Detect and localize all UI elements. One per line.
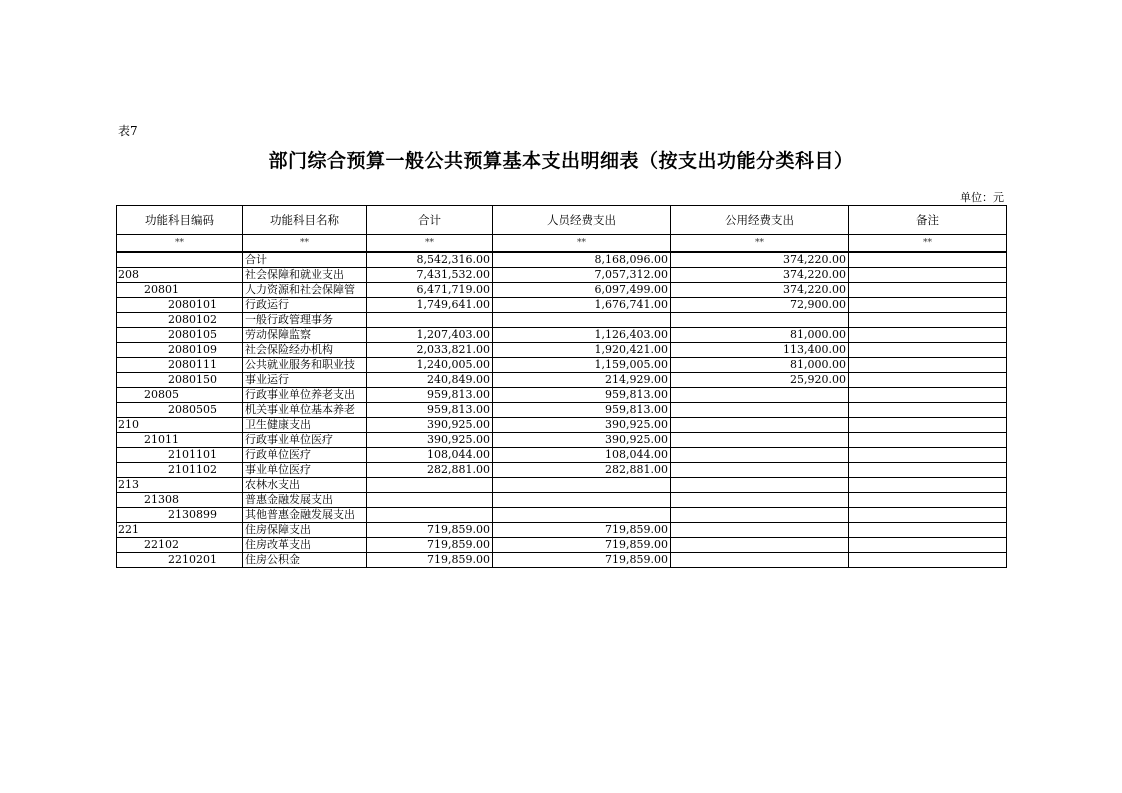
- cell-note: [849, 538, 1007, 553]
- cell-code: 2130899: [117, 508, 243, 523]
- cell-personnel: 719,859.00: [493, 523, 671, 538]
- cell-personnel: [493, 313, 671, 328]
- budget-table: [116, 205, 1007, 568]
- cell-name: 卫生健康支出: [243, 418, 367, 433]
- cell-total: 282,881.00: [367, 463, 493, 478]
- cell-note: [849, 328, 1007, 343]
- cell-code: 2080105: [117, 328, 243, 343]
- cell-personnel: 1,126,403.00: [493, 328, 671, 343]
- table-row: [117, 343, 1007, 358]
- mark-cell: **: [493, 235, 671, 253]
- cell-total: 719,859.00: [367, 523, 493, 538]
- cell-name: 行政单位医疗: [243, 448, 367, 463]
- cell-personnel: 1,159,005.00: [493, 358, 671, 373]
- cell-name: 行政事业单位医疗: [243, 433, 367, 448]
- cell-public: [671, 553, 849, 568]
- cell-note: [849, 418, 1007, 433]
- cell-personnel: 8,168,096.00: [493, 252, 671, 268]
- cell-total: 390,925.00: [367, 433, 493, 448]
- table-row: [117, 403, 1007, 418]
- table-number-label: 表7: [118, 124, 138, 138]
- table-row: [117, 538, 1007, 553]
- cell-public: 25,920.00: [671, 373, 849, 388]
- cell-personnel: 390,925.00: [493, 433, 671, 448]
- cell-public: [671, 433, 849, 448]
- table-row: [117, 373, 1007, 388]
- table-row: [117, 553, 1007, 568]
- table-marks-row: [117, 235, 1007, 253]
- table-row: [117, 313, 1007, 328]
- table-row: [117, 283, 1007, 298]
- cell-name: 人力资源和社会保障管: [243, 283, 367, 298]
- header-name: 功能科目名称: [243, 206, 367, 235]
- table-row: [117, 433, 1007, 448]
- cell-note: [849, 493, 1007, 508]
- cell-note: [849, 252, 1007, 268]
- cell-personnel: 959,813.00: [493, 403, 671, 418]
- cell-total: 8,542,316.00: [367, 252, 493, 268]
- table-row: [117, 523, 1007, 538]
- cell-code: 21308: [117, 493, 243, 508]
- cell-code: 20805: [117, 388, 243, 403]
- cell-total: 959,813.00: [367, 403, 493, 418]
- cell-code: 2080101: [117, 298, 243, 313]
- cell-name: 住房改革支出: [243, 538, 367, 553]
- cell-name: 一般行政管理事务: [243, 313, 367, 328]
- cell-name: 住房保障支出: [243, 523, 367, 538]
- cell-code: 210: [117, 418, 243, 433]
- cell-name: 住房公积金: [243, 553, 367, 568]
- cell-code: 2080109: [117, 343, 243, 358]
- cell-note: [849, 508, 1007, 523]
- cell-total: 6,471,719.00: [367, 283, 493, 298]
- mark-cell: **: [243, 235, 367, 253]
- mark-cell: **: [671, 235, 849, 253]
- cell-code: 2080150: [117, 373, 243, 388]
- cell-name: 社会保障和就业支出: [243, 268, 367, 283]
- cell-name: 其他普惠金融发展支出: [243, 508, 367, 523]
- cell-code: 2101101: [117, 448, 243, 463]
- cell-total: 240,849.00: [367, 373, 493, 388]
- cell-public: [671, 388, 849, 403]
- cell-public: 113,400.00: [671, 343, 849, 358]
- mark-cell: **: [367, 235, 493, 253]
- cell-total: 1,749,641.00: [367, 298, 493, 313]
- cell-public: [671, 418, 849, 433]
- cell-public: 72,900.00: [671, 298, 849, 313]
- cell-personnel: 6,097,499.00: [493, 283, 671, 298]
- table-row: [117, 298, 1007, 313]
- table-row: [117, 252, 1007, 268]
- table-row: [117, 328, 1007, 343]
- mark-cell: **: [849, 235, 1007, 253]
- cell-code: 2101102: [117, 463, 243, 478]
- cell-personnel: 108,044.00: [493, 448, 671, 463]
- cell-code: 2080505: [117, 403, 243, 418]
- cell-public: [671, 523, 849, 538]
- cell-personnel: 719,859.00: [493, 553, 671, 568]
- cell-total: 108,044.00: [367, 448, 493, 463]
- cell-code: 221: [117, 523, 243, 538]
- cell-name: 事业运行: [243, 373, 367, 388]
- cell-name: 社会保险经办机构: [243, 343, 367, 358]
- cell-code: 22102: [117, 538, 243, 553]
- cell-name: 机关事业单位基本养老: [243, 403, 367, 418]
- cell-personnel: 214,929.00: [493, 373, 671, 388]
- header-public: 公用经费支出: [671, 206, 849, 235]
- header-note: 备注: [849, 206, 1007, 235]
- unit-label: 单位：元: [960, 191, 1004, 204]
- cell-note: [849, 298, 1007, 313]
- cell-public: 374,220.00: [671, 283, 849, 298]
- cell-total: 719,859.00: [367, 553, 493, 568]
- cell-code: 2080102: [117, 313, 243, 328]
- header-code: 功能科目编码: [117, 206, 243, 235]
- cell-public: 81,000.00: [671, 328, 849, 343]
- mark-cell: **: [117, 235, 243, 253]
- cell-public: [671, 508, 849, 523]
- cell-personnel: [493, 478, 671, 493]
- table-row: [117, 463, 1007, 478]
- cell-total: 390,925.00: [367, 418, 493, 433]
- cell-name: 行政事业单位养老支出: [243, 388, 367, 403]
- cell-public: 374,220.00: [671, 268, 849, 283]
- cell-note: [849, 373, 1007, 388]
- cell-code: 20801: [117, 283, 243, 298]
- cell-public: [671, 493, 849, 508]
- table-row: [117, 493, 1007, 508]
- cell-personnel: 1,920,421.00: [493, 343, 671, 358]
- cell-total: [367, 508, 493, 523]
- cell-public: 374,220.00: [671, 252, 849, 268]
- cell-public: 81,000.00: [671, 358, 849, 373]
- cell-name: 劳动保障监察: [243, 328, 367, 343]
- cell-note: [849, 478, 1007, 493]
- cell-code: 2080111: [117, 358, 243, 373]
- cell-name: 合计: [243, 252, 367, 268]
- cell-note: [849, 433, 1007, 448]
- cell-total: 719,859.00: [367, 538, 493, 553]
- table-row: [117, 448, 1007, 463]
- cell-note: [849, 463, 1007, 478]
- cell-name: 农林水支出: [243, 478, 367, 493]
- cell-code: 213: [117, 478, 243, 493]
- cell-personnel: 959,813.00: [493, 388, 671, 403]
- cell-total: 7,431,532.00: [367, 268, 493, 283]
- cell-total: [367, 493, 493, 508]
- cell-total: 2,033,821.00: [367, 343, 493, 358]
- cell-public: [671, 313, 849, 328]
- cell-public: [671, 448, 849, 463]
- cell-note: [849, 388, 1007, 403]
- cell-name: 行政运行: [243, 298, 367, 313]
- cell-note: [849, 523, 1007, 538]
- cell-name: 普惠金融发展支出: [243, 493, 367, 508]
- cell-code: 21011: [117, 433, 243, 448]
- cell-note: [849, 553, 1007, 568]
- header-total: 合计: [367, 206, 493, 235]
- cell-personnel: 282,881.00: [493, 463, 671, 478]
- cell-total: 1,207,403.00: [367, 328, 493, 343]
- cell-personnel: 7,057,312.00: [493, 268, 671, 283]
- table-row: [117, 358, 1007, 373]
- cell-personnel: 390,925.00: [493, 418, 671, 433]
- cell-name: 公共就业服务和职业技: [243, 358, 367, 373]
- table-body: [117, 252, 1007, 568]
- cell-public: [671, 538, 849, 553]
- cell-public: [671, 403, 849, 418]
- cell-note: [849, 268, 1007, 283]
- cell-personnel: 719,859.00: [493, 538, 671, 553]
- cell-note: [849, 313, 1007, 328]
- header-personnel: 人员经费支出: [493, 206, 671, 235]
- table-row: [117, 268, 1007, 283]
- cell-code: 2210201: [117, 553, 243, 568]
- cell-public: [671, 463, 849, 478]
- table-row: [117, 418, 1007, 433]
- cell-total: 1,240,005.00: [367, 358, 493, 373]
- cell-note: [849, 358, 1007, 373]
- table-row: [117, 388, 1007, 403]
- cell-note: [849, 343, 1007, 358]
- table-header-row: [117, 206, 1007, 235]
- cell-note: [849, 283, 1007, 298]
- table-row: [117, 478, 1007, 493]
- cell-total: [367, 478, 493, 493]
- table-row: [117, 508, 1007, 523]
- cell-name: 事业单位医疗: [243, 463, 367, 478]
- cell-note: [849, 448, 1007, 463]
- cell-total: 959,813.00: [367, 388, 493, 403]
- cell-public: [671, 478, 849, 493]
- cell-note: [849, 403, 1007, 418]
- cell-code: 208: [117, 268, 243, 283]
- cell-total: [367, 313, 493, 328]
- page-title: 部门综合预算一般公共预算基本支出明细表（按支出功能分类科目）: [268, 150, 854, 172]
- cell-personnel: [493, 508, 671, 523]
- cell-code: [117, 252, 243, 268]
- cell-personnel: [493, 493, 671, 508]
- cell-personnel: 1,676,741.00: [493, 298, 671, 313]
